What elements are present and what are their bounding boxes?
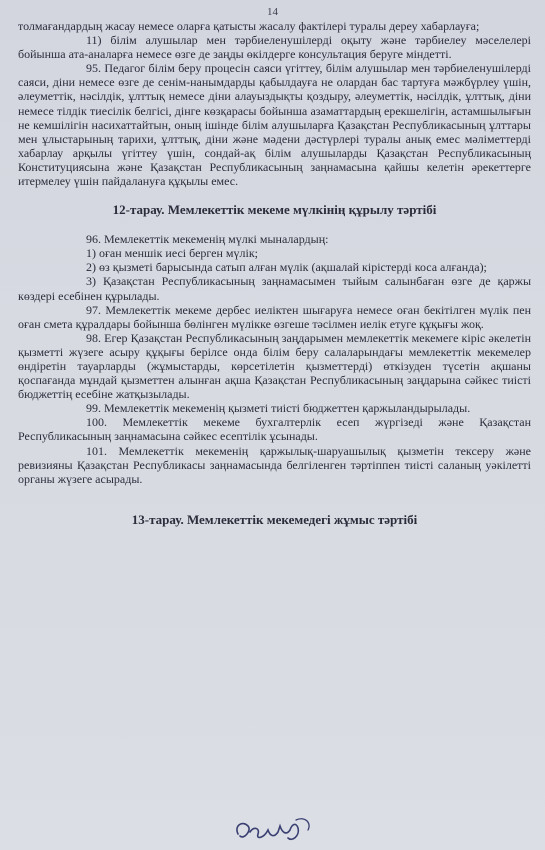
paragraph-94-continuation: толмағандардың жасау немесе оларға қатысты жасалу фактілері туралы дереу хабарлауға; <box>18 19 480 33</box>
paragraph-96-item-3: 3) Қазақстан Республикасының заңнамасымен тыйым салынбаған өзге де қаржы көздері есебінен құрылады. <box>18 274 531 303</box>
page-number: 14 <box>267 6 278 18</box>
paragraph-100: 100. Мемлекеттік мекеме бухгалтерлік есеп жүргізеді және Қазақстан Республикасының заңнамасына сәйкес есептілік ұсынады. <box>18 415 531 444</box>
paragraph-95: 95. Педагог білім беру процесін саяси үгіттеу, білім алушылар мен тәрбиеленушілерді саяси, діни немесе өзге де сенім-нанымдарды қабылдауға не олардан бас тартуға мәжбүрлеу үшін, әлеуметтік, нәсілдік, ұлттық немесе діни алауыздықты қоздыру, әлеуметтік, нәсілдік, ұлттық, діни немесе тілдік тиесілік белгісі, дінге көзқарасы бойынша азаматтардың ерекшелігін, астамшылығын не кемшілігін насихаттайтын, оның ішінде білім алушыларға Қазақстан Республикасының ұлттары мен ұлыстарының тарихи, ұлттық, діни және мәдени дәстүрлері туралы анық емес мәліметтерді хабарлау арқылы үгіттеу үшін, сондай-ақ білім алушыларды Қазақстан Республикасының Конституциясына және Қазақстан Республикасының заңнамасына қайшы келетін әрекеттерге итермелеу үшін пайдалануға құқылы емес. <box>18 61 531 189</box>
handwritten-signature <box>230 812 320 850</box>
paragraph-97: 97. Мемлекеттік мекеме дербес иеліктен шығаруға немесе оған бекітілген мүлік пен оған смета құралдары бойынша бөлінген мүлікке өзгеше тәсілмен иелік етуге құқығы жоқ. <box>18 302 531 331</box>
chapter-12-heading: 12-тарау. Мемлекеттік мекеме мүлкінің құрылу тәртібі <box>112 202 437 218</box>
chapter-13-heading: 13-тарау. Мемлекеттік мекемедегі жұмыс тәртібі <box>131 511 418 527</box>
paragraph-96-item-2: 2) өз қызметі барысында сатып алған мүлік (ақшалай кірістерді коса алғанда); <box>86 260 487 275</box>
paragraph-98: 98. Егер Қазақстан Республикасының заңдарымен мемлекеттік мекемеге кіріс әкелетін қызметті жүзеге асыру құқығы берілсе онда білім беру салаларындағы мемлекеттік мекемелер өндіретін тауарларды (жұмыстарды, көрсетілетін қызметтерді) өткізуден түсетін ақшаны қоспағанда мұндай қызметтен алынған ақша Қазақстан Республикасының заңдарына сәйкес тиісті бюджеттің есебіне жатқызылады. <box>18 330 531 402</box>
paragraph-96: 96. Мемлекеттік мекеменің мүлкі мыналардың: <box>86 232 329 247</box>
paragraph-99: 99. Мемлекеттік мекеменің қызметі тиісті бюджеттен қаржыландырылады. <box>86 401 471 416</box>
paragraph-96-item-1: 1) оған меншік иесі берген мүлік; <box>86 246 258 261</box>
page-body <box>18 19 531 542</box>
paragraph-94-item-11: 11) білім алушылар мен тәрбиеленушілерді оқыту және тәрбиелеу мәселелері бойынша ата-аналарға немесе өзге де заңды өкілдерге консультация беруге міндетті. <box>18 33 531 62</box>
paragraph-101: 101. Мемлекеттік мекеменің қаржылық-шаруашылық қызметін тексеру және ревизияны Қазақстан Республикасы заңнамасында белгіленген тәртіппен тиісті саланың уәкілетті органы жүзеге асырады. <box>18 443 531 486</box>
